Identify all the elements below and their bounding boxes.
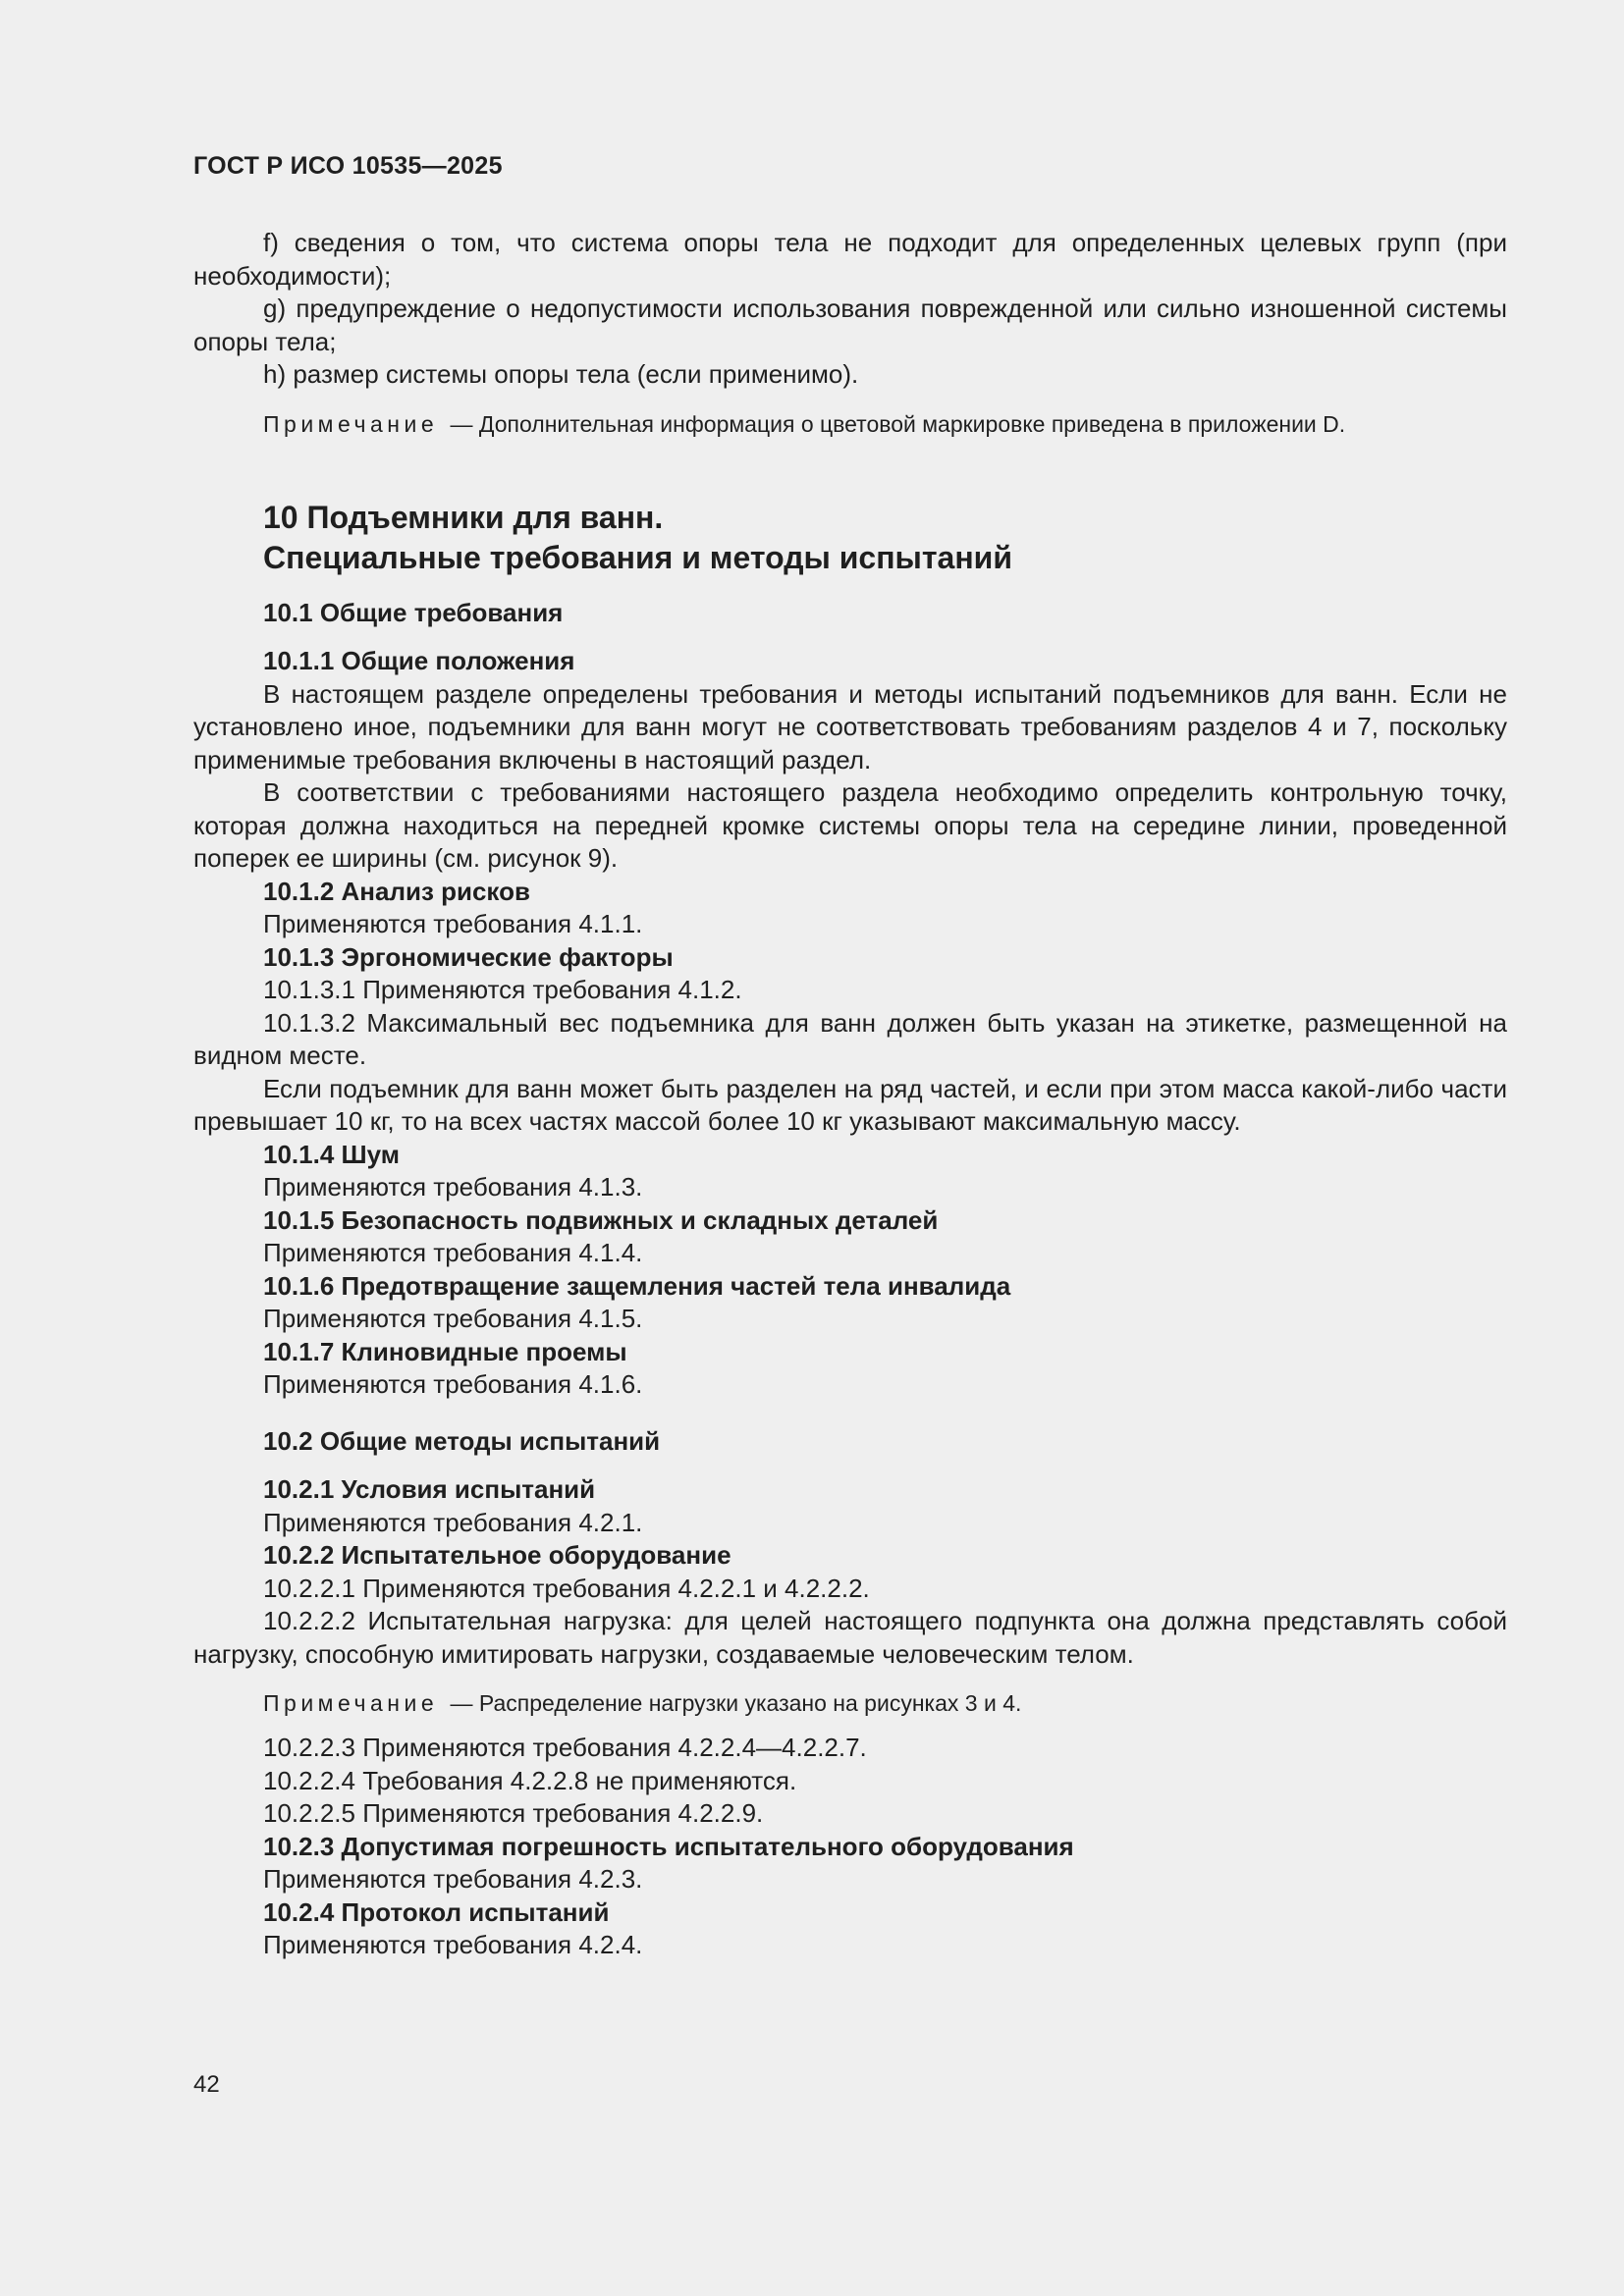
page-content bbox=[193, 227, 1507, 1962]
paragraph: 10.2.2.4 Требования 4.2.2.8 не применяются. bbox=[263, 1765, 797, 1795]
paragraph: 10.1.3.2 Максимальный вес подъемника для ванн должен быть указан на этикетке, размещенной на видном месте. bbox=[193, 1007, 1507, 1070]
clause-title: 10.2.3 Допустимая погрешность испытательного оборудования bbox=[263, 1831, 1074, 1861]
paragraph: Применяются требования 4.1.4. bbox=[263, 1238, 643, 1267]
list-item-h: h) размер системы опоры тела (если применимо). bbox=[263, 359, 859, 389]
document-header: ГОСТ Р ИСО 10535—2025 bbox=[193, 152, 503, 180]
clause-title: 10.1.2 Анализ рисков bbox=[263, 876, 530, 906]
section-title-line2: Специальные требования и методы испытаний bbox=[263, 539, 1013, 575]
note-text: — Дополнительная информация о цветовой маркировке приведена в приложении D. bbox=[450, 410, 1346, 437]
paragraph: Применяются требования 4.1.5. bbox=[263, 1304, 643, 1333]
section-title-line1: 10 Подъемники для ванн. bbox=[263, 499, 664, 535]
clause-title: 10.1.1 Общие положения bbox=[263, 646, 575, 675]
list-item-g: g) предупреждение о недопустимости использования поврежденной или сильно изношенной системы опоры тела; bbox=[193, 294, 1507, 356]
paragraph: 10.1.3.1 Применяются требования 4.1.2. bbox=[263, 975, 742, 1004]
paragraph: Применяются требования 4.1.3. bbox=[263, 1172, 643, 1201]
clause-title: 10.1.5 Безопасность подвижных и складных деталей bbox=[263, 1204, 939, 1235]
note bbox=[193, 1688, 1507, 1718]
paragraph: Применяются требования 4.2.1. bbox=[263, 1507, 643, 1537]
paragraph: 10.2.2.1 Применяются требования 4.2.2.1 и 4.2.2.2. bbox=[263, 1573, 870, 1603]
paragraph: В соответствии с требованиями настоящего раздела необходимо определить контрольную точку, которая должна находиться на передней кромке системы опоры тела на середине линии, проведенной поперек ее ширины (см. рисунок 9). bbox=[193, 777, 1507, 873]
section-title bbox=[193, 498, 1507, 578]
paragraph: Если подъемник для ванн может быть разделен на ряд частей, и если при этом масса какой-либо части превышает 10 кг, то на всех частях массой более 10 кг указывают максимальную массу. bbox=[193, 1073, 1507, 1136]
subsection-title: 10.2 Общие методы испытаний bbox=[263, 1425, 661, 1456]
note-label: Примечание bbox=[263, 410, 439, 437]
note-label: Примечание bbox=[263, 1690, 439, 1716]
clause-title: 10.1.3 Эргономические факторы bbox=[263, 941, 674, 972]
note-text: — Распределение нагрузки указано на рисунках 3 и 4. bbox=[450, 1690, 1022, 1716]
paragraph: В настоящем разделе определены требования и методы испытаний подъемников для ванн. Если не установлено иное, подъемники для ванн могут не соответствовать требованиям разделов 4 и 7, поскольку применимые требования включены в настоящий раздел. bbox=[193, 678, 1507, 774]
list-item-f: f) сведения о том, что система опоры тела не подходит для определенных целевых групп (при необходимости); bbox=[193, 228, 1507, 291]
paragraph: Применяются требования 4.1.1. bbox=[263, 909, 643, 938]
paragraph: 10.2.2.3 Применяются требования 4.2.2.4—4.2.2.7. bbox=[263, 1733, 867, 1762]
subsection-title: 10.1 Общие требования bbox=[263, 597, 564, 627]
note bbox=[193, 409, 1507, 439]
clause-title: 10.2.4 Протокол испытаний bbox=[263, 1896, 610, 1927]
clause-title: 10.2.2 Испытательное оборудование bbox=[263, 1540, 731, 1570]
paragraph: 10.2.2.2 Испытательная нагрузка: для целей настоящего подпункта она должна представлять собой нагрузку, способную имитировать нагрузки, создаваемые человеческим телом. bbox=[193, 1606, 1507, 1669]
clause-title: 10.1.6 Предотвращение защемления частей тела инвалида bbox=[263, 1270, 1011, 1301]
paragraph: Применяются требования 4.2.3. bbox=[263, 1864, 643, 1894]
clause-title: 10.1.7 Клиновидные проемы bbox=[263, 1336, 627, 1366]
paragraph: Применяются требования 4.2.4. bbox=[263, 1930, 643, 1959]
clause-title: 10.2.1 Условия испытаний bbox=[263, 1474, 596, 1504]
page-number: 42 bbox=[193, 2071, 220, 2098]
paragraph: 10.2.2.5 Применяются требования 4.2.2.9. bbox=[263, 1798, 764, 1828]
paragraph: Применяются требования 4.1.6. bbox=[263, 1369, 643, 1399]
clause-title: 10.1.4 Шум bbox=[263, 1139, 400, 1169]
